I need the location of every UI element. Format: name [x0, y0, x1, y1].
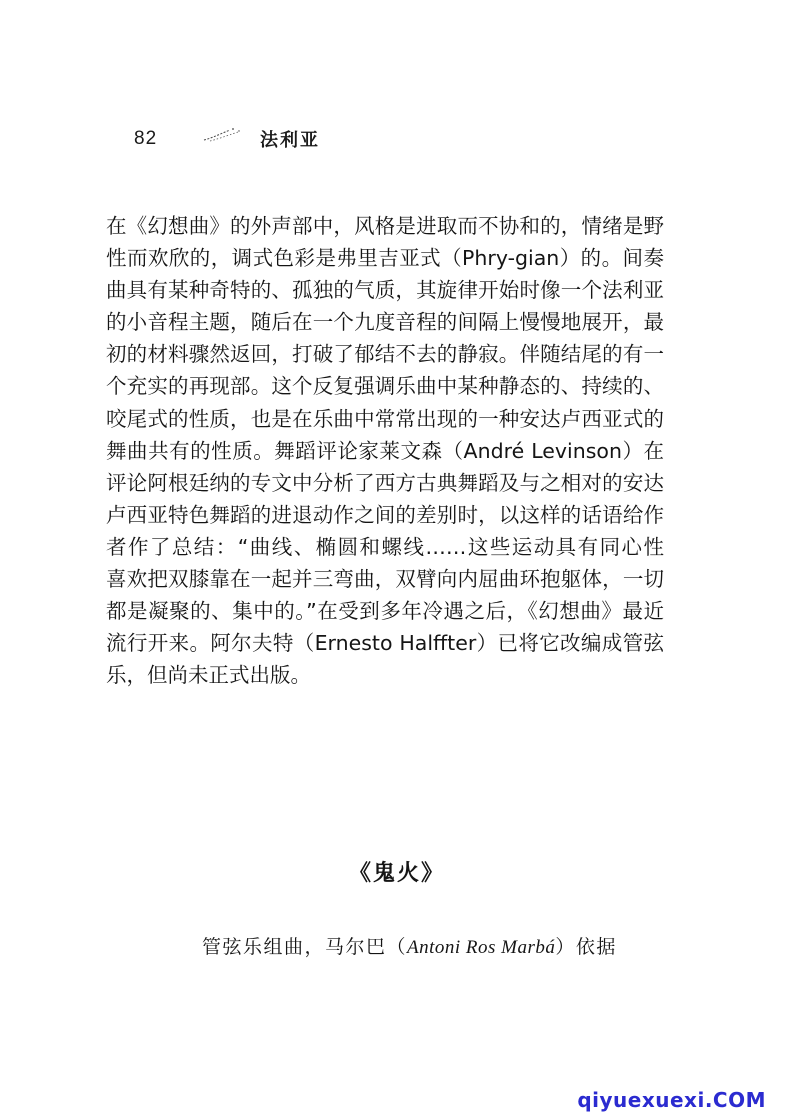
- site-watermark: qiyuexuexi.COM: [577, 1088, 766, 1112]
- running-title: 法利亚: [260, 130, 320, 151]
- page-header: [134, 124, 434, 154]
- intro-suffix: ）依据: [555, 936, 617, 958]
- ornament-flourish-icon: [200, 124, 244, 146]
- page-number: 82: [134, 128, 158, 149]
- intro-prefix: 管弦乐组曲，马尔巴（: [202, 936, 408, 958]
- section-title: 《鬼火》: [348, 861, 445, 886]
- intro-name: Antoni Ros Marbá: [407, 937, 556, 958]
- body-paragraph: 在《幻想曲》的外声部中，风格是进取而不协和的，情绪是野性而欢欣的，调式色彩是弗里吉亚式（Phry-gian）的。间奏曲具有某种奇特的、孤独的气质，其旋律开始时像一个法利亚的小音程主题，随后在一个九度音程的间隔上慢慢地展开，最初的材料骤然返回，打破了郁结不去的静寂。伴随结尾的有一个充实的再现部。这个反复强调乐曲中某种静态的、持续的、咬尾式的性质，也是在乐曲中常常出现的一种安达卢西亚式的舞曲共有的性质。舞蹈评论家莱文森（André Levinson）在评论阿根廷纳的专文中分析了西方古典舞蹈及与之相对的安达卢西亚特色舞蹈的进退动作之间的差别时，以这样的话语给作者作了总结：“曲线、椭圆和螺线……这些运动具有同心性 喜欢把双膝靠在一起并三弯曲，双臂向内屈曲环抱躯体，一切都是凝聚的、集中的。”在受到多年冷遇之后，《幻想曲》最近流行开来。阿尔夫特（Ernesto Halffter）已将它改编成管弦乐，但尚未正式出版。: [106, 214, 685, 688]
- section-intro-line: [202, 932, 672, 959]
